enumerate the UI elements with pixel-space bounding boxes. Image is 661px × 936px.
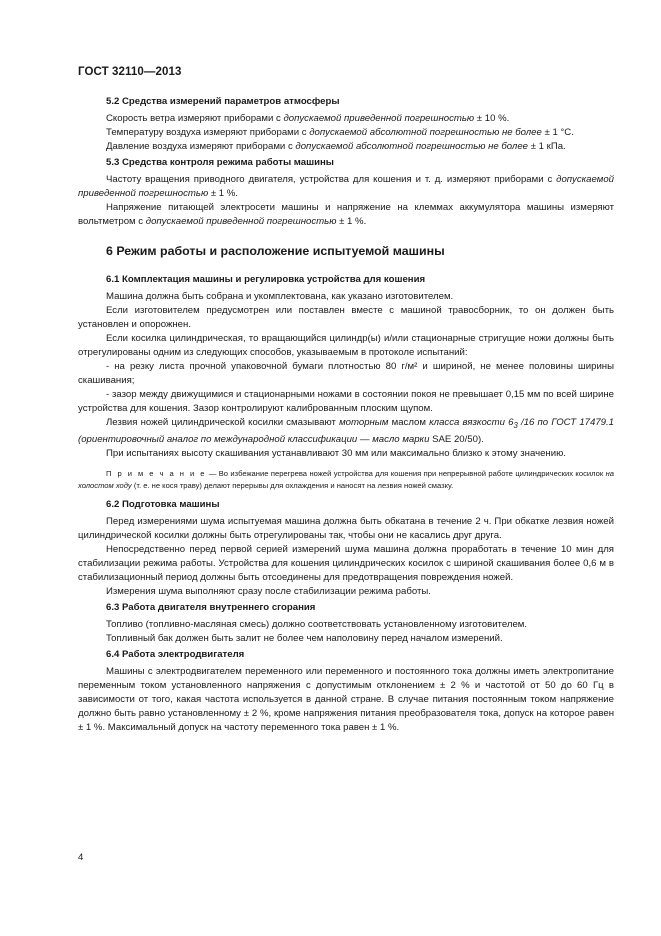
paragraph: Давление воздуха измеряют приборами с допускаемой абсолютной погрешностью не более ± 1 кПа. <box>106 141 566 152</box>
list-item: - зазор между движущимися и стационарными ножами в состоянии покоя не превышает 0,15 мм по всей ширине устройства для кошения. Зазор контролируют калиброванным плоским щупом. <box>78 389 614 414</box>
paragraph: Скорость ветра измеряют приборами с допускаемой приведенной погрешностью ± 10 %. <box>106 113 510 124</box>
paragraph: Измерения шума выполняют сразу после стабилизации режима работы. <box>106 585 431 597</box>
paragraph: Топливный бак должен быть залит не более чем наполовину перед началом измерений. <box>106 632 503 644</box>
page-number: 4 <box>78 852 84 863</box>
paragraph: Если косилка цилиндрическая, то вращающийся цилиндр(ы) и/или стационарные стригущие ножи должны быть отрегулированы одним из следующих способов, указываемым в протоколе испытаний: <box>78 333 614 358</box>
paragraph: Машина должна быть собрана и укомплектована, как указано изготовителем. <box>106 291 454 302</box>
paragraph: Напряжение питающей электросети машины и напряжение на клеммах аккумулятора машины измеряют вольтметром с допускаемой приведенной погрешностью ± 1 %. <box>78 202 614 227</box>
paragraph: Непосредственно перед первой серией измерений шума машина должна проработать в течение 10 мин для стабилизации режима работы. Устройства для кошения цилиндрических косилок с шириной скашивания более 0,6 м в стабилизационный период должны быть отсоединены для предотвращения повреждения ножей. <box>78 543 614 583</box>
heading-5-3: 5.3 Средства контроля режима работы машины <box>106 157 334 168</box>
paragraph: Частоту вращения приводного двигателя, устройства для кошения и т. д. измеряют приборами с допускаемой приведенной погрешностью ± 1 %. <box>78 174 614 199</box>
list-item: - на резку листа прочной упаковочной бумаги плотностью 80 г/м² и шириной, не менее половины ширины скашивания; <box>78 361 614 386</box>
document-header: ГОСТ 32110—2013 <box>78 66 182 78</box>
heading-6-4: 6.4 Работа электродвигателя <box>106 648 245 660</box>
paragraph: Топливо (топливно-масляная смесь) должно соответствовать установленному изготовителем. <box>106 618 528 630</box>
paragraph: Перед измерениями шума испытуемая машина должна быть обкатана в течение 2 ч. При обкатке лезвия ножей цилиндрической косилки должны быть отрегулированы так, чтобы они не касались друг друга. <box>78 515 614 541</box>
heading-section-6: 6 Режим работы и расположение испытуемой машины <box>106 244 445 258</box>
note: П р и м е ч а н и е — Во избежание перегрева ножей устройства для кошения при непрерывной работе цилиндрических косилок на холостом ходу (т. е. не кося траву) делают перерывы для охлаждения и наносят на лезвия ножей смазку. <box>78 468 614 490</box>
paragraph: Машины с электродвигателем переменного или переменного и постоянного тока должны иметь электропитание переменным током установленного напряжения с допустимым отклонением ± 2 % и частотой от 50 до 60 Гц в зависимости от того, какая частота используется в данной стране. В случае питания постоянным током напряжение должно быть равно установленному ± 2 %, кроме напряжения питания преобразователя тока, допуск на которое равен ± 1 %. Максимальный допуск на частоту переменного тока равен ± 1 %. <box>78 665 614 733</box>
heading-6-3: 6.3 Работа двигателя внутреннего сгорания <box>106 601 316 613</box>
paragraph: При испытаниях высоту скашивания устанавливают 30 мм или максимально близко к этому значению. <box>106 447 566 459</box>
heading-6-1: 6.1 Комплектация машины и регулировка устройства для кошения <box>106 274 426 285</box>
paragraph: Лезвия ножей цилиндрической косилки смазывают моторным маслом класса вязкости $6_3$ /16 по ГОСТ 17479.1 (ориентировочный аналог по международной классификации — масло марки SAE 20/50). <box>78 417 614 445</box>
heading-6-2: 6.2 Подготовка машины <box>106 498 220 510</box>
paragraph: Если изготовителем предусмотрен или поставлен вместе с машиной травосборник, то он должен быть установлен и опорожнен. <box>78 305 614 330</box>
paragraph: Температуру воздуха измеряют приборами с допускаемой абсолютной погрешностью не более ± 1 °С. <box>106 127 574 138</box>
document-body <box>78 93 614 735</box>
heading-5-2: 5.2 Средства измерений параметров атмосферы <box>106 96 340 107</box>
